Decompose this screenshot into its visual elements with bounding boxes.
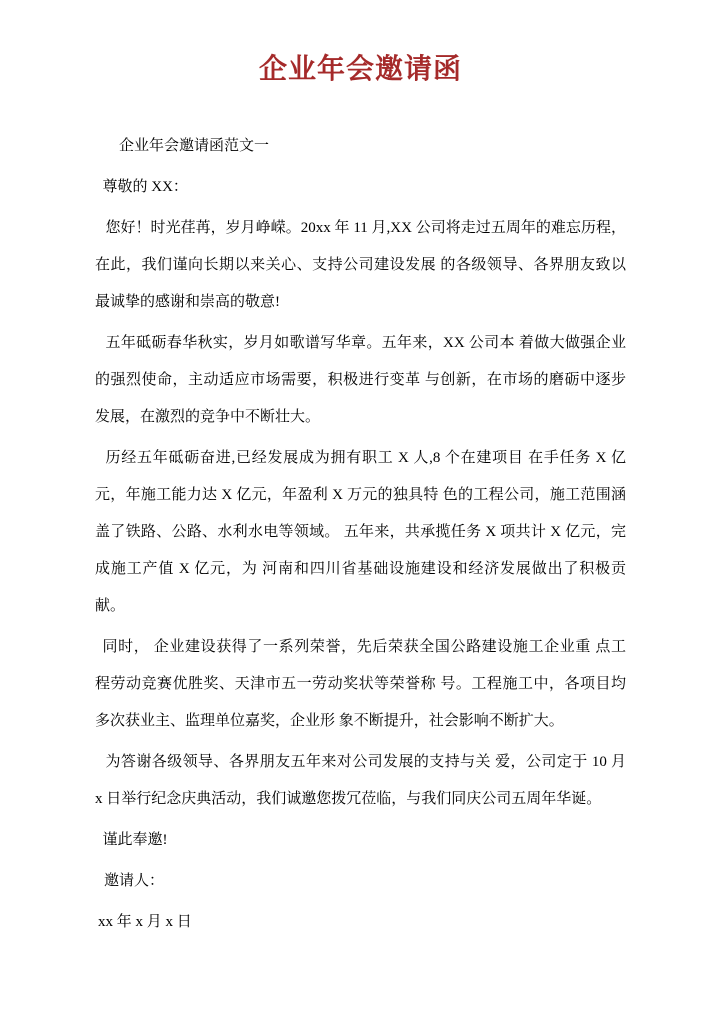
paragraph xyxy=(95,325,626,436)
document-body xyxy=(95,128,626,941)
paragraph xyxy=(95,744,626,818)
paragraph xyxy=(95,904,626,941)
paragraph xyxy=(95,863,626,900)
paragraph-line: 多次获业主、监理单位嘉奖，企业形 象不断提升，社会影响不断扩大。 xyxy=(95,713,564,729)
paragraph xyxy=(95,822,626,859)
paragraph xyxy=(95,440,626,625)
paragraph-line: 发展，在激烈的竞争中不断壮大。 xyxy=(95,409,321,425)
paragraph-line: xx 年 x 月 x 日 xyxy=(98,914,192,930)
paragraph-line: 的强烈使命，主动适应市场需要，积极进行变革 与创新，在市场的磨砺中逐步 xyxy=(95,372,626,388)
paragraph-line: 谨此奉邀! xyxy=(102,832,168,848)
paragraph-line: 在此，我们谨向长期以来关心、支持公司建设发展 的各级领导、各界朋友致以 xyxy=(95,257,626,273)
paragraph-line: 邀请人： xyxy=(104,873,165,889)
paragraph-line: 您好！时光荏苒，岁月峥嵘。20xx 年 11 月,XX 公司将走过五周年的难忘历程， xyxy=(105,220,626,236)
paragraph-line: 成施工产值 X 亿元，为 河南和四川省基础设施建设和经济发展做出了积极贡献。 xyxy=(95,561,626,614)
paragraph-line: 盖了铁路、公路、水利水电等领域。 五年来，共承揽任务 X 项共计 X 亿元，完 xyxy=(95,524,626,540)
paragraph-line: 企业年会邀请函范文一 xyxy=(119,138,270,154)
paragraph-line: 元，年施工能力达 X 亿元，年盈利 X 万元的独具特 色的工程公司，施工范围涵 xyxy=(95,487,626,503)
paragraph xyxy=(95,210,626,321)
paragraph-line: 程劳动竞赛优胜奖、天津市五一劳动奖状等荣誉称 号。工程施工中，各项目均 xyxy=(95,676,626,692)
document-title: 企业年会邀请函 xyxy=(258,54,462,85)
paragraph-line: 同时， 企业建设获得了一系列荣誉，先后荣获全国公路建设施工企业重 点工 xyxy=(102,639,626,655)
paragraph-line: x 日举行纪念庆典活动，我们诚邀您拨冗莅临，与我们同庆公司五周年华诞。 xyxy=(95,791,602,807)
paragraph xyxy=(95,169,626,206)
paragraph xyxy=(95,629,626,740)
paragraph-line: 历经五年砥砺奋进,已经发展成为拥有职工 X 人,8 个在建项目 在手任务 X 亿 xyxy=(105,450,626,466)
paragraph-line: 为答谢各级领导、各界朋友五年来对公司发展的支持与关 爱，公司定于 10 月 xyxy=(105,754,626,770)
paragraph-line: 最诚挚的感谢和崇高的敬意! xyxy=(95,294,280,310)
paragraph xyxy=(95,128,626,165)
paragraph-line: 尊敬的 XX： xyxy=(102,179,188,195)
paragraph-line: 五年砥砺春华秋实，岁月如歌谱写华章。五年来，XX 公司本 着做大做强企业 xyxy=(105,335,626,351)
